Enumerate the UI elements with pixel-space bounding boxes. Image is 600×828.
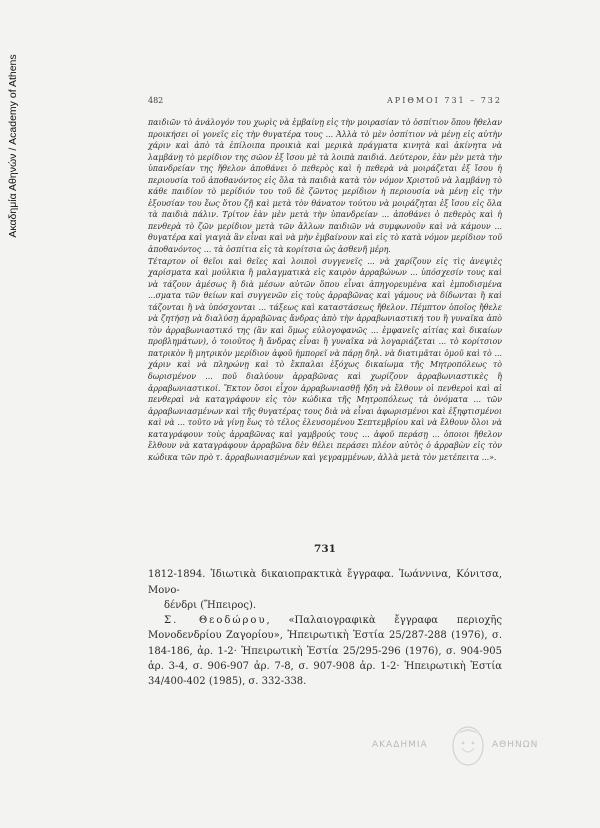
- quoted-document: [148, 117, 502, 463]
- watermark-right-text: ΑΘΗΝΩΝ: [492, 740, 539, 750]
- entry-number: 731: [314, 543, 336, 555]
- catalog-entry: [148, 528, 502, 690]
- academy-watermark: [372, 716, 572, 776]
- entry-reference: [148, 613, 502, 689]
- quote-paragraph: παιδιῶν τὸ ἀνάλογόν του χωρὶς νὰ ἐμβαίνῃ εἰς τὴν μοιρασίαν τὸ ὁσπίτιον ὅπου ἤθελαν προικήσει οἱ γονεῖς εἰς τὴν θυγατέρα τους ... Ἀλλὰ τὸ μὲν ὁσπίτιον νὰ μένῃ εἰς αὐτὴν χάριν καὶ ἀπὸ τὰ ἐπίλοιπα προικιὰ καὶ μερικὰ πράγματα κινητὰ καὶ ἀκίνητα νὰ λαμβάνῃ τὸ μερίδιον της σῶον ἐξ ἴσου μὲ τὰ λοιπὰ παιδιά. Δεύτερον, ἐὰν μὲν μετὰ τὴν ὑπανδρείαν της ἤθελον ἀποθάνει ὁ πεθερὸς καὶ ἡ πεθερὰ νὰ μοιράζεται ἐξ ἴσου ἡ περιουσία τοῦ ἀποθανόντος εἰς ὅλα τὰ παιδιὰ κατὰ τὸν νόμον Χριστοῦ νὰ λαμβάνῃ τὸ κάθε παιδίον τὸ μερίδιόν του τοῦ δὲ ζῶντος μερίδιον ἡ περιουσία νὰ μένῃ εἰς τὴν ἐξουσίαν του ἕως ὅτου ζῇ καὶ μετὰ τὸν θάνατον τούτου νὰ μοιράζηται ἐξ ἴσου εἰς ὅλα τὰ παιδιὰ πάλιν. Τρίτον ἐὰν μὲν μετὰ τὴν ὑπανδρείαν ... ἀποθάνει ὁ πεθερὸς καὶ ἡ πενθερὰ τὸ ζῶν μερίδιον μετὰ τῶν ἄλλων παιδιῶν νὰ συμφωνοῦν καὶ νὰ κάμουν ... θυγατέρα καὶ γιαγιὰ ἂν εἶναι καὶ νὰ μὴν ἐμβαίνουν καὶ εἰς τὸ κατὰ νόμον μερίδιον τοῦ ἀποθανόντος ... τὰ ὁσπίτια εἰς τὰ κορίτσια ὡς ἀσθενῆ μέρη.: [148, 118, 502, 255]
- watermark-left-text: ΑΚΑΔΗΜΙΑ: [372, 740, 428, 750]
- archive-stamp-text: Ακαδημία Αθηνών / Academy of Athens: [7, 54, 19, 238]
- entry-heading: 1812-1894. Ἰδιωτικὰ δικαιοπρακτικὰ ἔγγραφα. Ἰωάννινα, Κόνιτσα, Μονο-: [148, 569, 502, 596]
- athena-head-icon: [448, 722, 488, 768]
- reference-author: Σ. Θεοδώρου: [164, 615, 267, 627]
- running-head: [148, 96, 502, 105]
- running-head-title: ΑΡΙΘΜΟΙ 731 – 732: [387, 96, 502, 105]
- page-body: [148, 96, 502, 463]
- page-number: 482: [148, 96, 164, 105]
- quote-paragraph: Τέταρτον οἱ θεῖοι καὶ θεῖες καὶ λοιποὶ συγγενεῖς ... νὰ χαρίζουν εἰς τὶς ἀνεψιὲς χαρίσματα καὶ μούλκια ἢ μαλαγματικὰ εἰς καιρὸν ἀρραβώνων ... ὑπόσχεσίν τους καὶ νὰ τάζουν ἀμέσως ἢ διὰ μέσων αὐτῶν ὅπου εἶναι ἀπηγορευμένα καὶ ἐμποδισμένα ...σματα τῶν θείων καὶ συγγενῶν εἰς τοὺς ἀρραβῶνας καὶ γάμους νὰ δίδωνται ἢ καὶ τάζονται ἢ νὰ ὑπόσχονται ... τάξεως καὶ καταστάσεως ἤθελον. Πέμπτον ὁποῖος ἤθελε νὰ ζητήσῃ νὰ διαλύσῃ ἀρραβῶνας ἄνδρας ἀπὸ τὴν ἀρραβωνιαστική του ἢ γυναῖκα ἀπὸ τὸν ἀρραβωνιαστικό της (ἂν καὶ ὅμως εὐλογοφανῶς ... ἐμφανεῖς αἰτίας καὶ δικαίων προβλημάτων), ὁ τοιοῦτος ἢ ἄνδρας εἶναι ἢ γυναῖκα νὰ λογαριάζεται ... τὸ κορίτσιον πατρικὸν ἢ μητρικὸν μερίδιον ἀφοῦ ἠμπορεῖ νὰ πάρῃ δηλ. νὰ διατιμᾶται ὁμοῦ καὶ τὸ ... χάριν καὶ νὰ πληρώνῃ καὶ τὸ ἔκπαλαι ἐξόχως δικαίωμα τῆς Μητροπόλεως τὸ δωρισμένον ... ποῦ διαλύουν ἀρραβῶνας καὶ χωρίζουν ἀρραβωνιαστικὲς ἢ ἀρραβωνιαστικοί. Ἔκτον ὅσοι εἶχον ἀρραβωνιασθῇ ἤδη νὰ ἔλθουν οἱ πενθεροὶ καὶ αἱ πενθεραὶ νὰ καταγράφουν εἰς τὸν κώδικα τῆς Μητροπόλεως τὰ ὀνόματα ... τῶν ἀρραβωνιασμένων καὶ τῆς θυγατέρας τους διὰ νὰ εἶναι ἀφωρισμένοι καὶ ἐξηφτισμένοι καὶ νὰ ... τοῦτο νὰ γίνῃ ἕως τὸ τέλος ἐλευσομένου Σεπτεμβρίου καὶ νὰ ἔλθουν ὅλοι νὰ καταγράφουν τοὺς ἀρραβῶνας καὶ γαμβρούς τους ... ἀφοῦ περάσῃ ... ὁποιοι ἤθελον ἔλθουν νὰ καταγράφουν ἀρραβῶνα δὲν θέλει περάσει πλέον αὐτὸς ὁ ἀρραβὼν εἰς τὸν κώδικα τῶν πρὸ τ. ἀρραβωνιασμένων καὶ γεγραμμένων, ἀλλὰ μετὰ τὸν μετέπειτα ...».: [148, 256, 502, 462]
- reference-text: , «Παλαιογραφικὰ ἔγγραφα περιοχῆς Μονοδενδρίου Ζαγορίου», Ἠπειρωτικὴ Ἑστία 25/287-288 (1976), σ. 184-186, ἀρ. 1-2· Ἠπειρωτικὴ Ἑστία 25/295-296 (1976), σ. 904-905 ἀρ. 3-4, σ. 906-907 ἀρ. 7-8, σ. 907-908 ἀρ. 1-2· Ἠπειρωτικὴ Ἑστία 34/400-402 (1985), σ. 332-338.: [148, 615, 502, 688]
- archive-stamp: [4, 26, 22, 266]
- entry-heading-continued: δένδρι (Ἤπειρος).: [164, 599, 257, 611]
